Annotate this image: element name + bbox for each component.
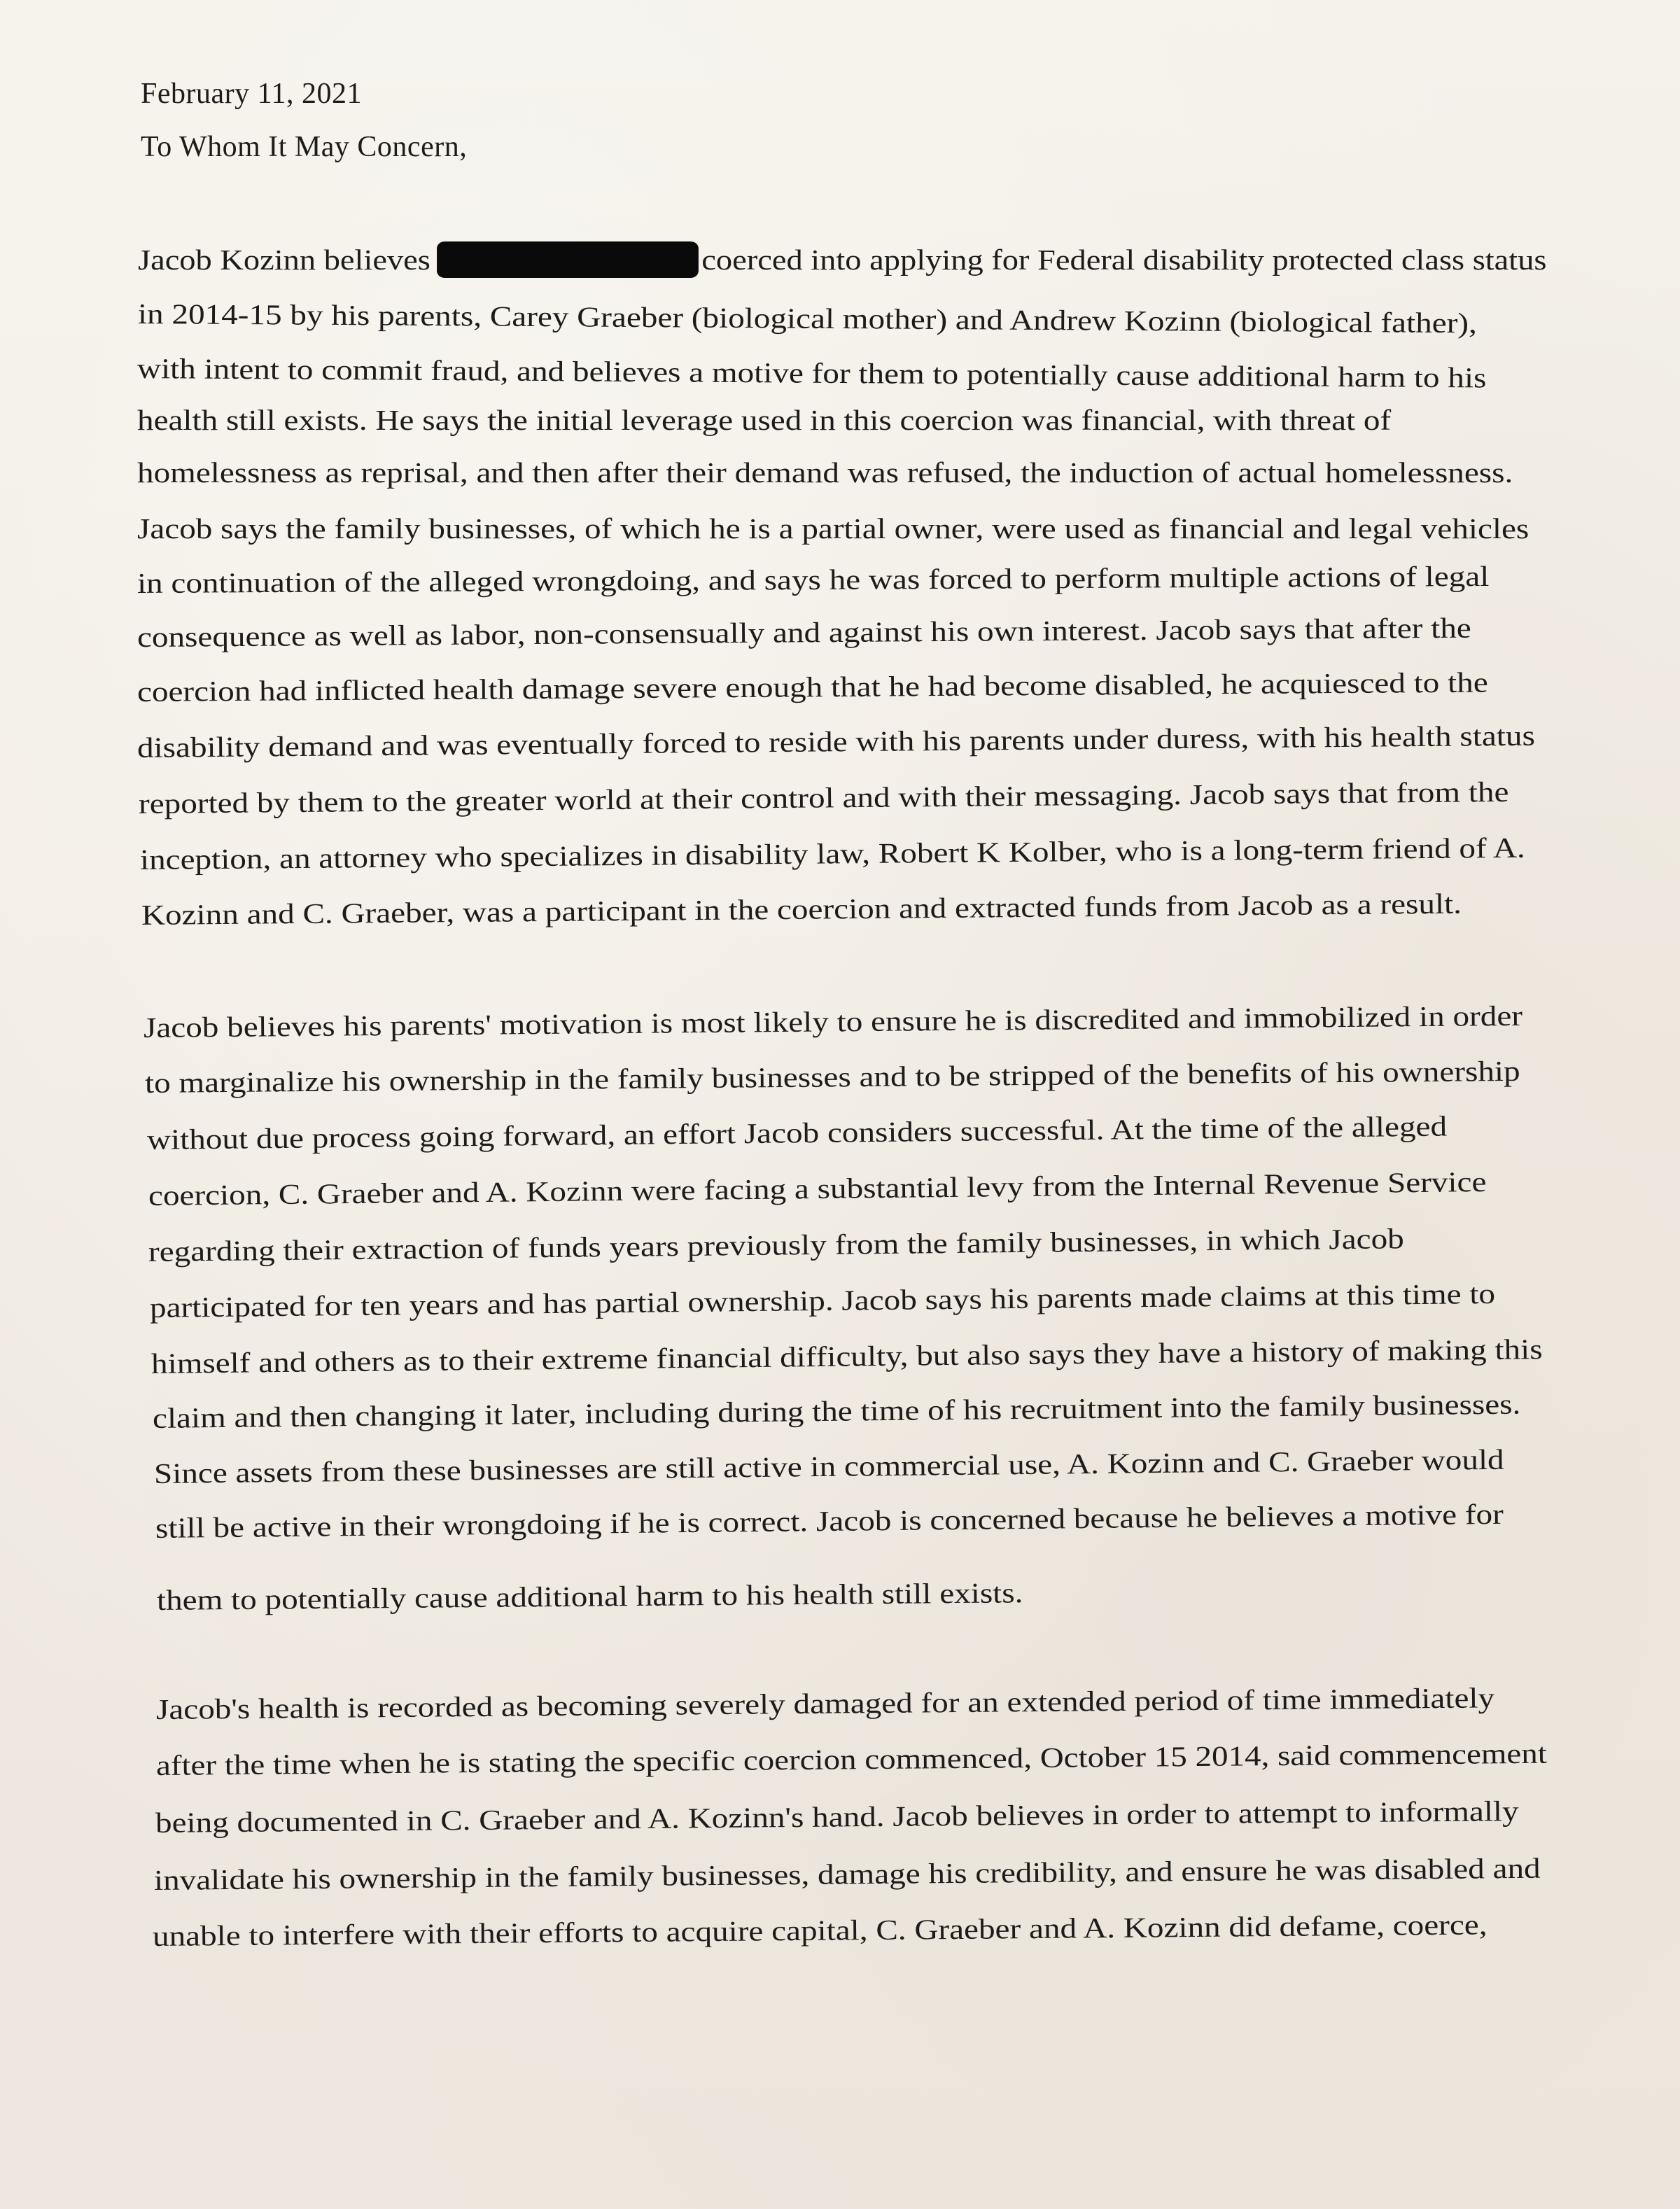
paragraph-line: Jacob believes his parents' motivation is most likely to ensure he is discredited and immobilized in order <box>143 999 1523 1044</box>
paragraph-line: participated for ten years and has partial ownership. Jacob says his parents made claims at this time to <box>149 1277 1496 1324</box>
paragraph-line: with intent to commit fraud, and believes a motive for them to potentially cause additional harm to his <box>136 352 1487 394</box>
paragraph-line: after the time when he is stating the specific coercion commenced, October 15 2014, said commencement <box>155 1737 1548 1781</box>
paragraph-line: being documented in C. Graeber and A. Kozinn's hand. Jacob believes in order to attempt to informally <box>155 1795 1519 1839</box>
paragraph-line: unable to interfere with their efforts to acquire capital, C. Graeber and A. Kozinn did defame, coerce, <box>152 1908 1488 1952</box>
paragraph-line: Kozinn and C. Graeber, was a participant in the coercion and extracted funds from Jacob as a result. <box>141 887 1462 931</box>
paragraph-line: homelessness as reprisal, and then after their demand was refused, the induction of actual homelessness. <box>137 456 1513 489</box>
redaction-bar <box>437 241 699 278</box>
paragraph-line: in continuation of the alleged wrongdoing, and says he was forced to perform multiple actions of legal <box>136 559 1490 599</box>
paragraph-line: invalidate his ownership in the family businesses, damage his credibility, and ensure he was disabled and <box>153 1851 1541 1896</box>
paragraph-line: disability demand and was eventually forced to reside with his parents under duress, with his health status <box>136 719 1536 764</box>
letter-date: February 11, 2021 <box>141 78 363 110</box>
paragraph-line: in 2014-15 by his parents, Carey Graeber (biological mother) and Andrew Kozinn (biological father), <box>137 297 1478 339</box>
paragraph-line: himself and others as to their extreme financial difficulty, but also says they have a history of making this <box>150 1333 1543 1380</box>
paragraph-line: inception, an attorney who specializes in disability law, Robert K Kolber, who is a long-term friend of A. <box>139 831 1525 876</box>
paragraph-line: claim and then changing it later, including during the time of his recruitment into the family businesses. <box>152 1387 1521 1434</box>
line-text-end: coerced into applying for Federal disability protected class status <box>701 244 1547 276</box>
paragraph-line: Jacob says the family businesses, of which he is a partial owner, were used as financial and legal vehicles <box>137 512 1530 545</box>
paragraph-line: health still exists. He says the initial leverage used in this coercion was financial, with threat of <box>137 404 1392 436</box>
paragraph-line: regarding their extraction of funds years previously from the family businesses, in which Jacob <box>148 1222 1404 1268</box>
paragraph-line: coercion had inflicted health damage severe enough that he had become disabled, he acquiesced to the <box>136 666 1488 708</box>
paragraph-line: coercion, C. Graeber and A. Kozinn were facing a substantial levy from the Internal Revenue Service <box>148 1165 1487 1212</box>
paragraph-line: Since assets from these businesses are still active in commercial use, A. Kozinn and C. Graeber would <box>153 1443 1504 1489</box>
paragraph-line <box>138 241 1547 278</box>
line-text-start: Jacob Kozinn believes <box>138 244 430 276</box>
paragraph-line: consequence as well as labor, non-consensually and against his own interest. Jacob says that after the <box>136 611 1471 653</box>
paragraph-line: reported by them to the greater world at their control and with their messaging. Jacob says that from the <box>138 775 1509 820</box>
paragraph-line: to marginalize his ownership in the family businesses and to be stripped of the benefits of his ownership <box>144 1054 1520 1099</box>
letter-salutation: To Whom It May Concern, <box>141 131 468 163</box>
paragraph-line: them to potentially cause additional harm to his health still exists. <box>156 1576 1023 1616</box>
paragraph-line: still be active in their wrongdoing if he is correct. Jacob is concerned because he believes a motive for <box>155 1497 1504 1544</box>
paragraph-line: Jacob's health is recorded as becoming severely damaged for an extended period of time immediately <box>155 1681 1495 1725</box>
paragraph-line: without due process going forward, an effort Jacob considers successful. At the time of the alleged <box>146 1109 1448 1156</box>
